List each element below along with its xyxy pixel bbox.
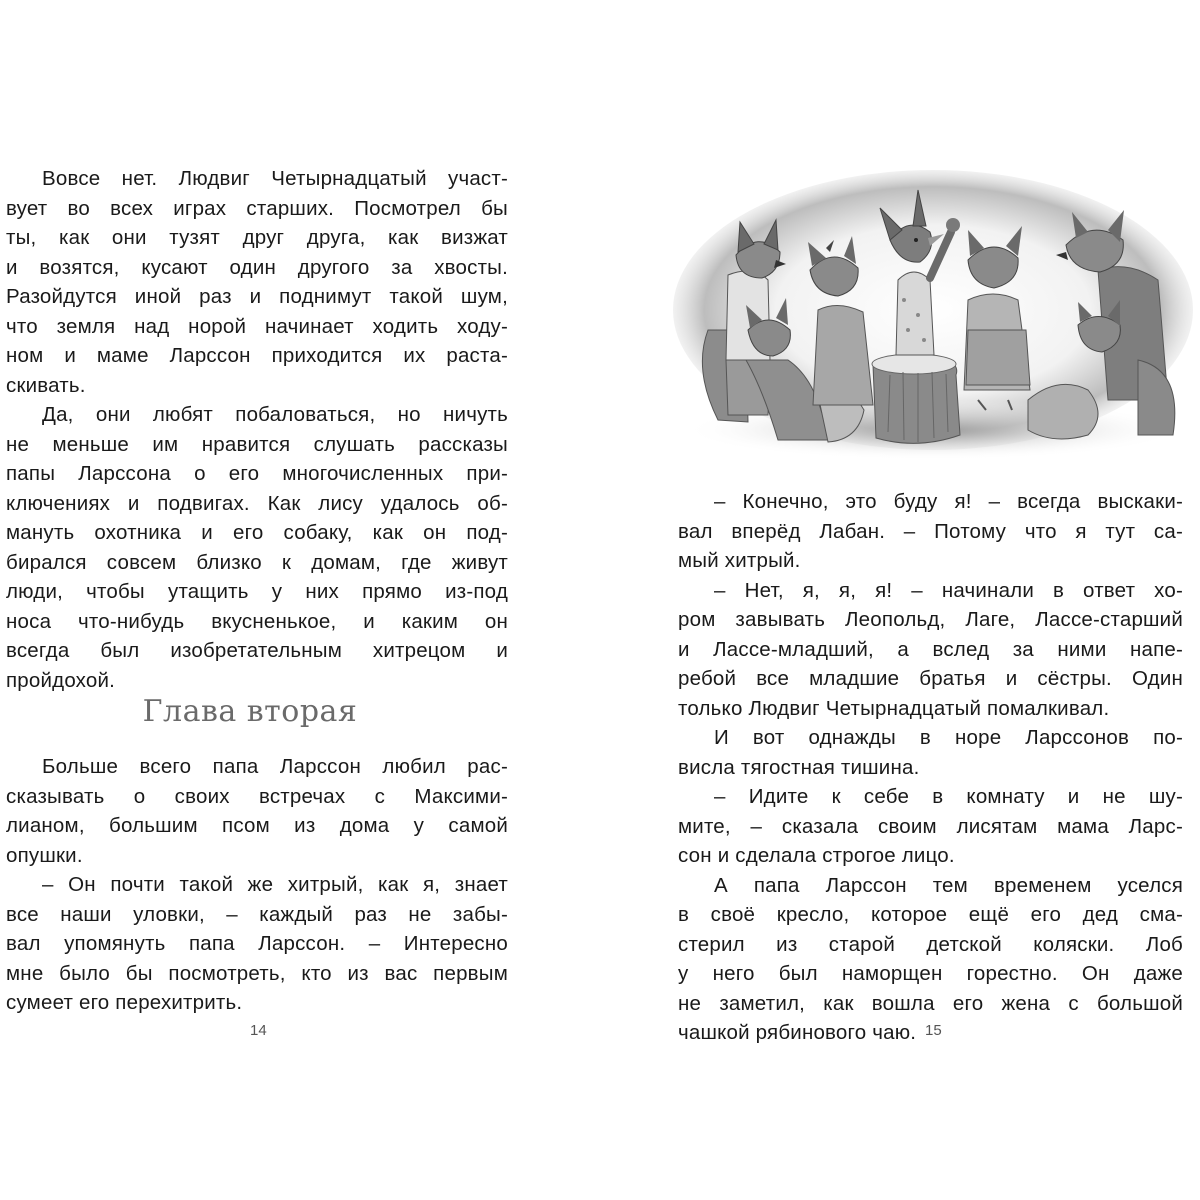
paragraph [678, 576, 1183, 724]
paragraph [6, 164, 508, 400]
tree-stump [872, 354, 960, 443]
text-line: всегда был изобретательным хитрецом и [6, 639, 508, 662]
text-line: – Идите к себе в комнату и не шу- [714, 785, 1183, 808]
text-line: И вот однажды в норе Ларссонов по- [714, 726, 1183, 749]
text-line: ном и маме Ларссон приходится их раста- [6, 344, 508, 367]
paragraph [678, 723, 1183, 782]
text-line: Вовсе нет. Людвиг Четырнадцатый участ- [42, 167, 508, 190]
text-line: папы Ларссона о его многочисленных при- [6, 462, 508, 485]
right-text [678, 487, 1183, 1048]
text-line: ты, как они тузят друг друга, как визжат [6, 226, 508, 249]
page-number-right: 15 [925, 1022, 942, 1039]
paragraph [6, 752, 508, 870]
paragraph [6, 870, 508, 1018]
text-line: и возятся, кусают один другого за хвосты. [6, 255, 508, 279]
right-page [600, 0, 1200, 1200]
text-line: ребой все младшие братья и сёстры. Один [678, 667, 1183, 690]
paragraph [678, 487, 1183, 576]
text-line: мне было бы посмотреть, кто из вас первым [6, 961, 508, 985]
text-line: опушки. [6, 843, 83, 867]
text-line: у него был наморщен горестно. Он даже [678, 962, 1183, 985]
text-line: мануть охотника и его собаку, как он под- [6, 521, 508, 544]
text-line: сказывать о своих встречах с Максими- [6, 784, 508, 808]
text-line: А папа Ларссон тем временем уселся [714, 873, 1183, 897]
paragraph [678, 871, 1183, 1048]
paragraph [678, 782, 1183, 871]
left-bottom-text [6, 752, 508, 1018]
text-line: сон и сделала строгое лицо. [678, 844, 955, 867]
chapter-title: Глава вторая [142, 694, 358, 729]
illustration-svg [668, 160, 1198, 470]
fox-family-illustration [668, 160, 1198, 470]
text-line: вует во всех играх старших. Посмотрел бы [6, 196, 508, 220]
text-line: чашкой рябинового чаю. [678, 1021, 917, 1044]
text-line: Больше всего папа Ларссон любил рас- [42, 755, 508, 778]
text-line: в своё кресло, которое ещё его дед сма- [678, 903, 1183, 926]
text-line: ключениях и подвигах. Как лису удалось об- [6, 491, 508, 515]
text-line: – Он почти такой же хитрый, как я, знает [42, 873, 508, 896]
text-line: Разойдутся иной раз и поднимут такой шум, [6, 285, 508, 308]
text-line: Да, они любят побаловаться, но ничуть [42, 403, 508, 426]
text-line: мый хитрый. [678, 549, 801, 572]
text-line: ром завывать Леопольд, Лаге, Лассе-старший [678, 608, 1183, 631]
text-line: бирался совсем близко к домам, где живут [6, 550, 508, 574]
text-line: пройдохой. [6, 668, 116, 692]
text-line: скивать. [6, 373, 86, 397]
text-line: вал вперёд Лабан. – Потому что я тут са- [678, 519, 1183, 543]
left-top-text [6, 164, 508, 695]
text-line: носа что-нибудь вкусненькое, и каким он [6, 609, 508, 633]
text-line: – Нет, я, я, я! – начинали в ответ хо- [714, 578, 1183, 602]
text-line: вал упомянуть папа Ларссон. – Интересно [6, 932, 508, 955]
text-line: мите, – сказала своим лисятам мама Ларс- [678, 814, 1183, 838]
text-line: не меньше им нравится слушать рассказы [6, 432, 508, 456]
text-line: что земля над норой начинает ходить ходу- [6, 314, 508, 338]
text-line: только Людвиг Четырнадцатый помалкивал. [678, 696, 1110, 720]
text-line: лианом, большим псом из дома у самой [6, 814, 508, 837]
text-line: все наши уловки, – каждый раз не забы- [6, 902, 508, 926]
text-line: стерил из старой детской коляски. Лоб [678, 932, 1183, 956]
text-line: сумеет его перехитрить. [6, 991, 243, 1014]
text-line: и Лассе-младший, а вслед за ними напе- [678, 637, 1183, 661]
text-line: висла тягостная тишина. [678, 755, 920, 779]
text-line: – Конечно, это буду я! – всегда выскаки- [714, 490, 1183, 513]
text-line: люди, чтобы утащить у них прямо из-под [6, 580, 508, 603]
paragraph [6, 400, 508, 695]
page-number-left: 14 [250, 1022, 267, 1039]
text-line: не заметил, как вошла его жена с большой [678, 991, 1183, 1015]
